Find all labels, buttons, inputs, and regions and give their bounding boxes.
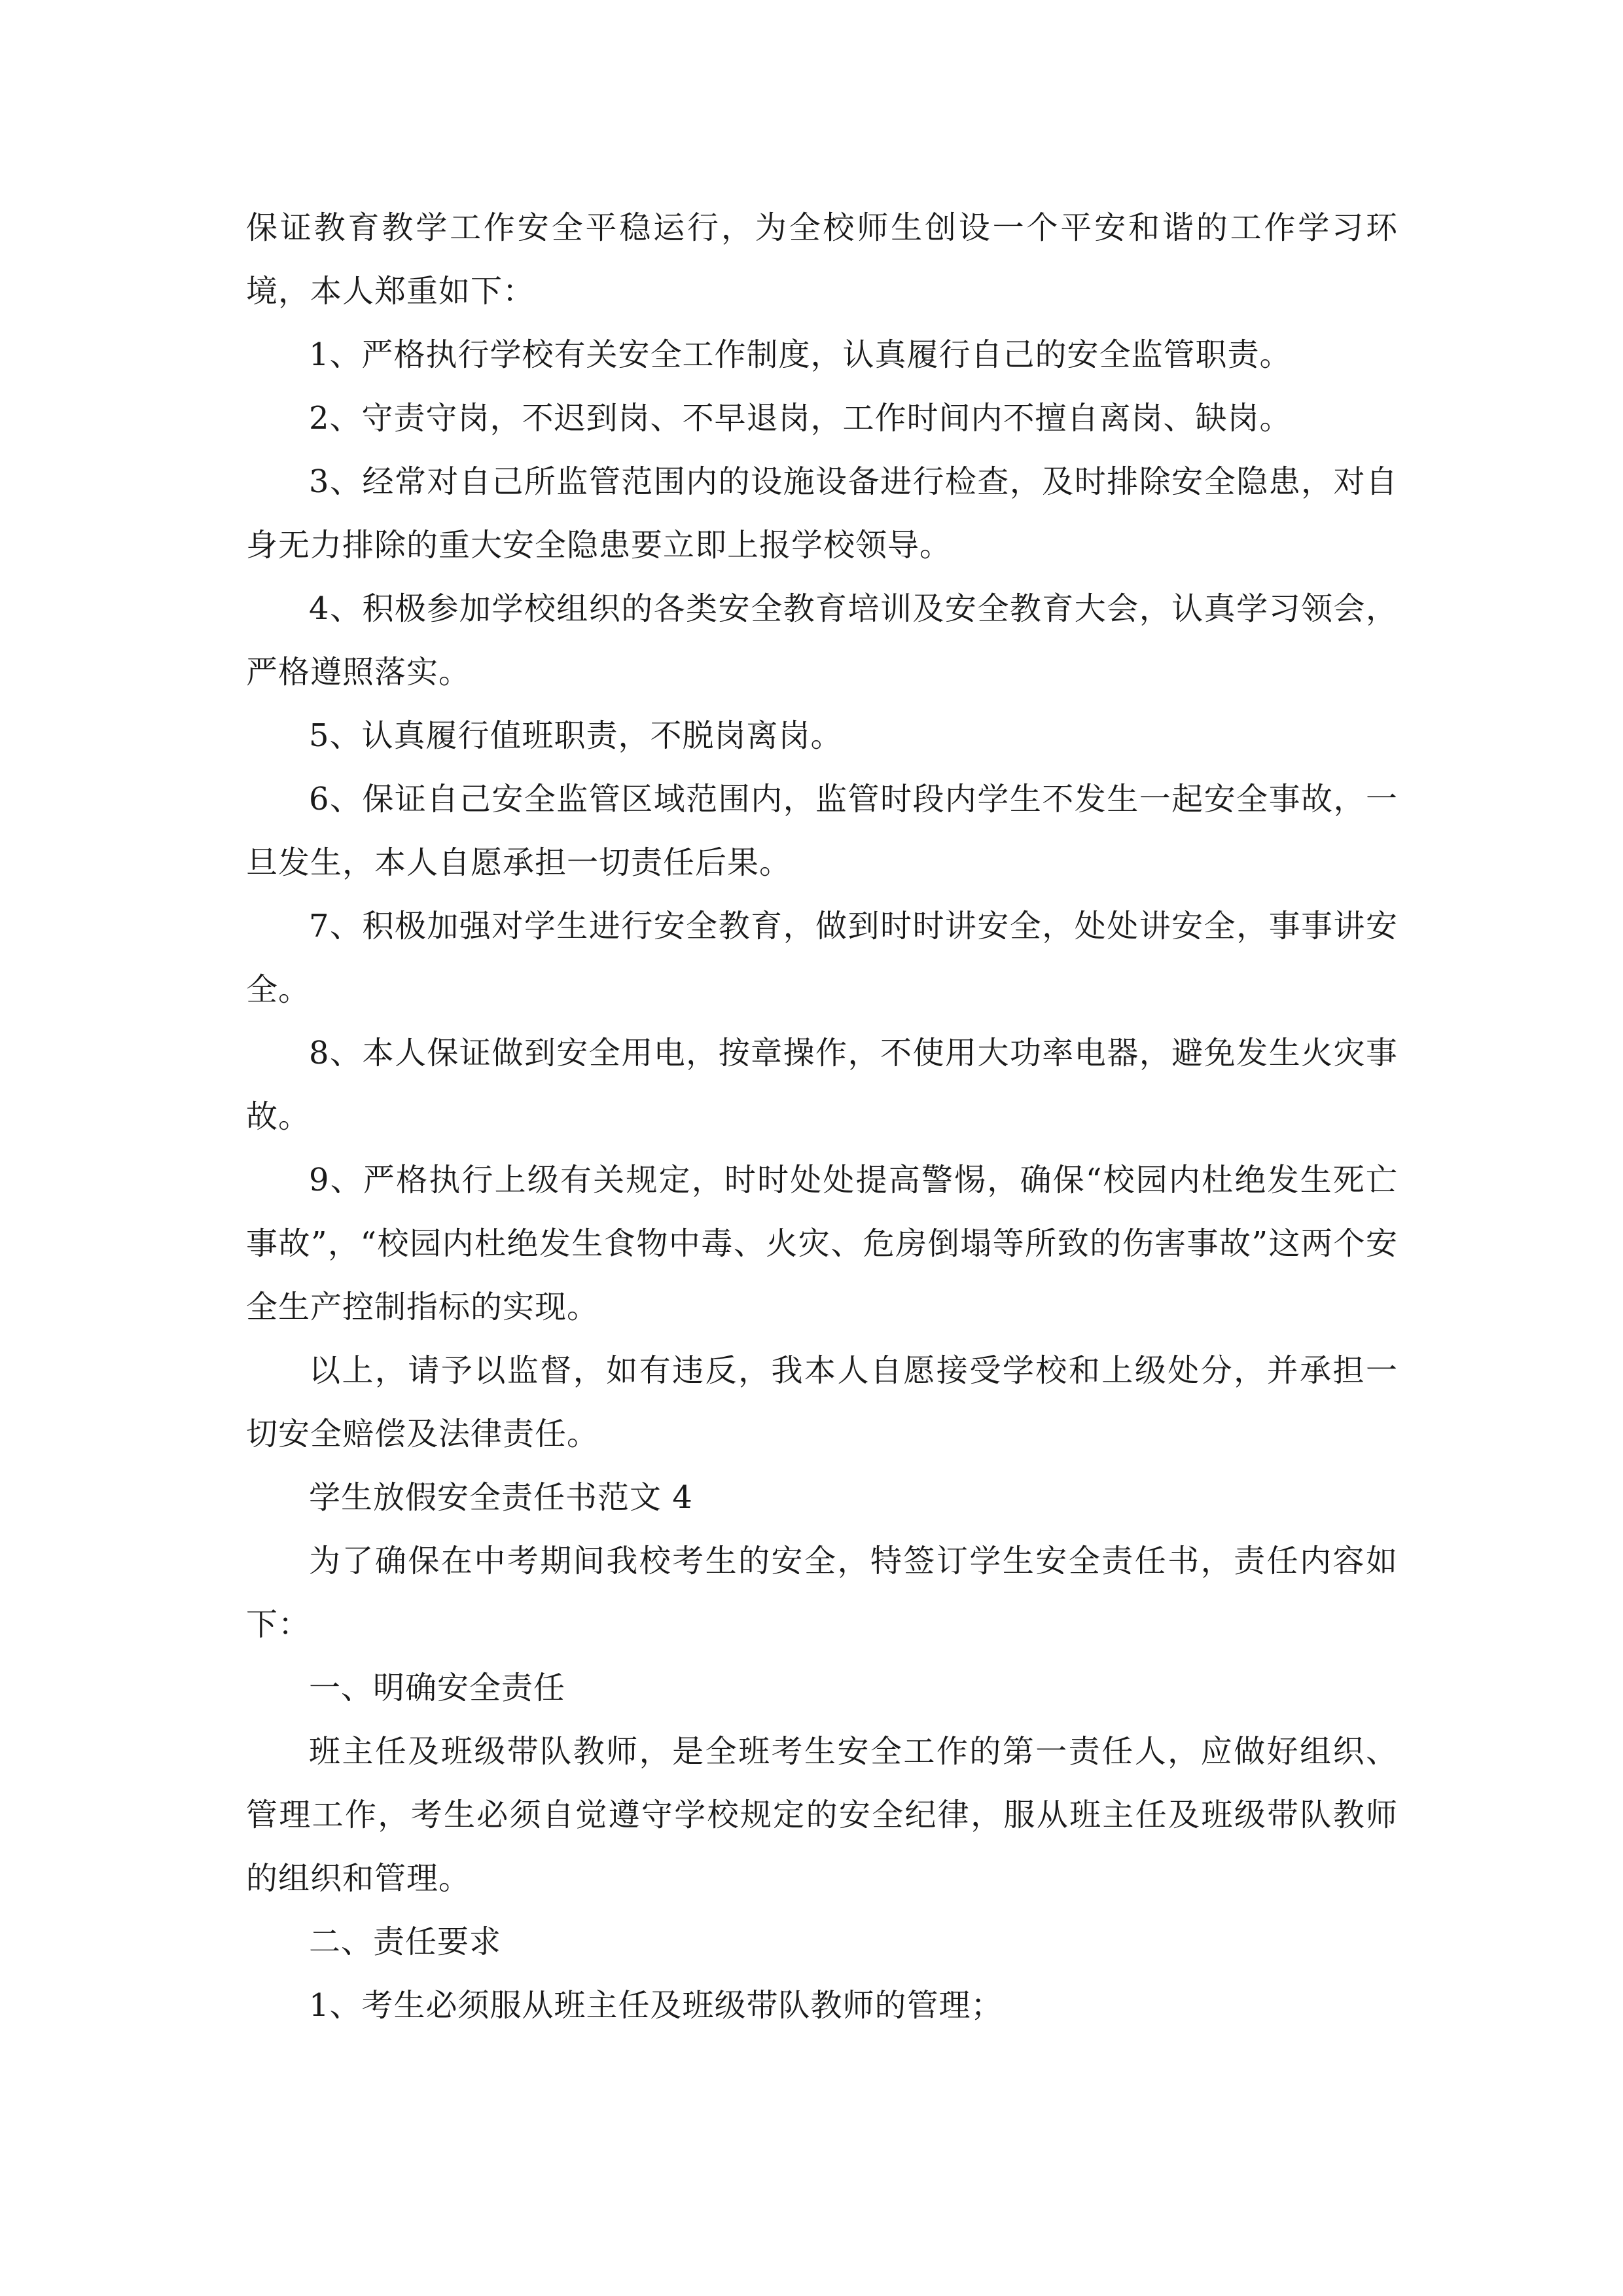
paragraph-item-7: 7、积极加强对学生进行安全教育，做到时时讲安全，处处讲安全，事事讲安全。 <box>246 908 1398 1008</box>
paragraph-item-4: 4、积极参加学校组织的各类安全教育培训及安全教育大会，认真学习领会，严格遵照落实。 <box>246 590 1398 691</box>
heading-two: 二、责任要求 <box>309 1924 502 1960</box>
section-title: 学生放假安全责任书范文 4 <box>309 1479 693 1516</box>
paragraph-purpose: 为了确保在中考期间我校考生的安全，特签订学生安全责任书，责任内容如下： <box>246 1543 1398 1643</box>
paragraph-requirement-1: 1、考生必须服从班主任及班级带队教师的管理； <box>309 1987 1003 2024</box>
paragraph-item-2: 2、守责守岗，不迟到岗、不早退岗，工作时间内不擅自离岗、缺岗。 <box>309 400 1292 437</box>
paragraph-item-9: 9、严格执行上级有关规定，时时处处提高警惕，确保“校园内杜绝发生死亡事故”，“校园内杜绝发生食物中毒、火灾、危房倒塌等所致的伤害事故”这两个安全生产控制指标的实现。 <box>246 1162 1398 1325</box>
document-body <box>246 196 1398 2037</box>
paragraph-item-6: 6、保证自己安全监管区域范围内，监管时段内学生不发生一起安全事故，一旦发生，本人自愿承担一切责任后果。 <box>246 781 1398 881</box>
paragraph-item-3: 3、经常对自己所监管范围内的设施设备进行检查，及时排除安全隐患，对自身无力排除的重大安全隐患要立即上报学校领导。 <box>246 463 1398 564</box>
paragraph-intro: 保证教育教学工作安全平稳运行，为全校师生创设一个平安和谐的工作学习环境，本人郑重如下： <box>246 209 1398 310</box>
paragraph-closing: 以上，请予以监督，如有违反，我本人自愿接受学校和上级处分，并承担一切安全赔偿及法律责任。 <box>246 1352 1398 1452</box>
paragraph-item-8: 8、本人保证做到安全用电，按章操作，不使用大功率电器，避免发生火灾事故。 <box>246 1035 1398 1135</box>
paragraph-item-1: 1、严格执行学校有关安全工作制度，认真履行自己的安全监管职责。 <box>309 336 1292 373</box>
paragraph-responsibility: 班主任及班级带队教师，是全班考生安全工作的第一责任人，应做好组织、管理工作，考生必须自觉遵守学校规定的安全纪律，服从班主任及班级带队教师的组织和管理。 <box>246 1733 1398 1897</box>
heading-one: 一、明确安全责任 <box>309 1670 566 1706</box>
paragraph-item-5: 5、认真履行值班职责，不脱岗离岗。 <box>309 717 843 754</box>
